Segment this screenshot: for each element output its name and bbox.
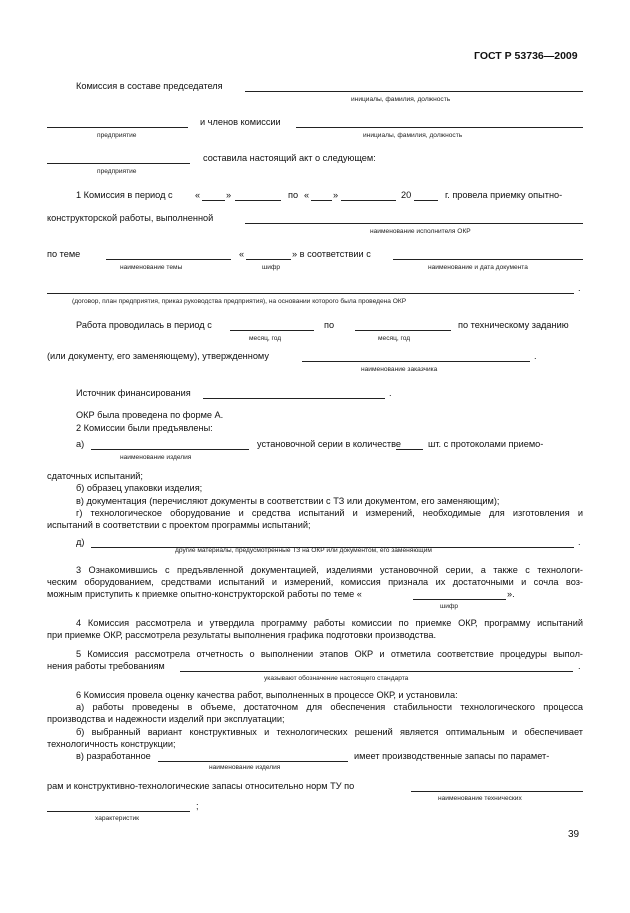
p2g-text: г) технологическое оборудование и средства испытаний и измерений, необходимые для изготовления и xyxy=(76,508,583,518)
p6c-text: в) разработанное xyxy=(76,751,151,761)
standard-header: ГОСТ Р 53736—2009 xyxy=(474,50,578,62)
quote: « xyxy=(239,249,245,259)
p3-text: ческим оборудованием, средствами испытаний и измерений, комиссия признала их достаточными и сочла воз- xyxy=(47,577,583,587)
p2a-text: установочной серии в количестве xyxy=(257,439,401,449)
work-po: по xyxy=(324,320,335,330)
field-caption: наименование изделия xyxy=(209,764,281,771)
quote: » xyxy=(333,190,339,200)
p1-text: 1 Комиссия в период с xyxy=(76,190,173,200)
field-caption: наименование и дата документа xyxy=(428,264,528,271)
p3-text: 3 Ознакомившись с предъявленной документацией, изделиями установочной серии, а также с технологи- xyxy=(76,565,583,575)
p2g-continued: испытаний в соответствии с проектом программы испытаний; xyxy=(47,520,311,530)
blank-line xyxy=(396,449,423,450)
semicolon: ; xyxy=(196,801,199,811)
blank-line xyxy=(47,293,574,294)
field-caption: характеристик xyxy=(95,815,140,822)
p2a-continued: сдаточных испытаний; xyxy=(47,471,143,481)
p2c-text: в) документация (перечисляют документы в соответствии с ТЗ или документом, его заменяющим); xyxy=(76,496,500,506)
work-period-text: Работа проводилась в период с xyxy=(76,320,212,330)
blank-line xyxy=(355,330,451,331)
blank-line xyxy=(246,259,291,260)
blank-line xyxy=(414,200,438,201)
p6a-continued: производства и надежности изделий при эксплуатации; xyxy=(47,714,285,724)
field-caption: инициалы, фамилия, должность xyxy=(351,96,451,103)
field-caption: наименование изделия xyxy=(120,454,192,461)
p2a-text-end: шт. с протоколами приемо- xyxy=(428,439,544,449)
act-compiled-text: составила настоящий акт о следующем: xyxy=(203,153,376,163)
blank-line xyxy=(413,599,506,600)
period: . xyxy=(534,351,537,361)
blank-line xyxy=(341,200,396,201)
blank-line xyxy=(203,398,385,399)
blank-line xyxy=(302,361,530,362)
field-caption: шифр xyxy=(262,264,281,271)
p6a-text: а) работы проведены в объеме, достаточном для обеспечения стабильности технологического процесса xyxy=(76,702,583,712)
blank-line xyxy=(411,791,583,792)
p2b-text: б) образец упаковки изделия; xyxy=(76,483,203,493)
blank-line xyxy=(311,200,332,201)
field-caption: предприятие xyxy=(97,168,137,175)
blank-line xyxy=(202,200,225,201)
p5-text: нения работы требованиям xyxy=(47,661,165,671)
p6b-continued: технологичность конструкции; xyxy=(47,739,176,749)
period: . xyxy=(389,388,392,398)
blank-line xyxy=(47,127,188,128)
work-tz-text: по техническому заданию xyxy=(458,320,569,330)
page-number: 39 xyxy=(568,829,580,840)
blank-line xyxy=(393,259,583,260)
form-text: ОКР была проведена по форме А. xyxy=(76,410,224,420)
field-caption: месяц, год xyxy=(249,335,282,342)
period: . xyxy=(578,537,581,547)
p6-text: 6 Комиссия провела оценку качества работ, выполненных в процессе ОКР, и установила: xyxy=(76,690,458,700)
p1-po: по xyxy=(288,190,299,200)
quote: « xyxy=(304,190,310,200)
field-caption: другие материалы, предусмотренные ТЗ на ОКР или документом, его заменяющим xyxy=(175,547,432,554)
commission-chairman-label: Комиссия в составе председателя xyxy=(76,81,223,91)
field-caption: инициалы, фамилия, должность xyxy=(363,132,463,139)
theme-text: » в соответствии с xyxy=(292,249,371,259)
p4-text: при приемке ОКР, рассмотрела результаты выполнения графика подготовки производства. xyxy=(47,630,437,640)
p3-text: можным приступить к приемке опытно-конструкторской работы по теме « xyxy=(47,589,362,599)
p1-year: 20 xyxy=(401,190,412,200)
quote: « xyxy=(195,190,201,200)
financing-label: Источник финансирования xyxy=(76,388,191,398)
period: . xyxy=(578,283,581,293)
p2a-label: а) xyxy=(76,439,85,449)
field-caption: наименование технических xyxy=(438,795,522,802)
field-caption: указывают обозначение настоящего стандарта xyxy=(264,675,409,682)
field-caption: наименование заказчика xyxy=(361,366,438,373)
blank-line xyxy=(47,163,190,164)
blank-line xyxy=(180,671,573,672)
p2d-label: д) xyxy=(76,537,85,547)
p6c-text-end: имеет производственные запасы по парамет- xyxy=(354,751,550,761)
p5-text: 5 Комиссия рассмотрела отчетность о выполнении этапов ОКР и отметила соответствие процедуры выпол- xyxy=(76,649,583,659)
blank-line xyxy=(235,200,281,201)
p3-text-end: ». xyxy=(507,589,515,599)
blank-line xyxy=(245,223,583,224)
blank-line xyxy=(106,259,231,260)
blank-line xyxy=(158,761,348,762)
p4-text: 4 Комиссия рассмотрела и утвердила программу работы комиссии по приемке ОКР, программу испытаний xyxy=(76,618,583,628)
field-caption: шифр xyxy=(440,603,459,610)
period: . xyxy=(578,661,581,671)
field-caption: (договор, план предприятия, приказ руководства предприятия), на основании которого была проведена ОКР xyxy=(72,298,407,305)
field-caption: предприятие xyxy=(97,132,137,139)
blank-line xyxy=(47,811,190,812)
commission-members-label: и членов комиссии xyxy=(200,117,281,127)
blank-line xyxy=(91,449,249,450)
p1-text-end: г. провела приемку опытно- xyxy=(445,190,563,200)
p6c-continued: рам и конструктивно-технологические запасы относительно норм ТУ по xyxy=(47,781,355,791)
field-caption: наименование темы xyxy=(120,264,183,271)
p1-continued: конструкторской работы, выполненной xyxy=(47,213,214,223)
p2-title: 2 Комиссии были предъявлены: xyxy=(76,423,213,433)
approved-text: (или документу, его заменяющему), утвержденному xyxy=(47,351,269,361)
field-caption: месяц, год xyxy=(378,335,411,342)
blank-line xyxy=(296,127,583,128)
theme-label: по теме xyxy=(47,249,81,259)
blank-line xyxy=(230,330,314,331)
blank-line xyxy=(245,91,583,92)
field-caption: наименование исполнителя ОКР xyxy=(370,228,471,235)
quote: » xyxy=(226,190,232,200)
p6b-text: б) выбранный вариант конструктивных и технологических решений является оптимальным и обеспечивает xyxy=(76,727,583,737)
